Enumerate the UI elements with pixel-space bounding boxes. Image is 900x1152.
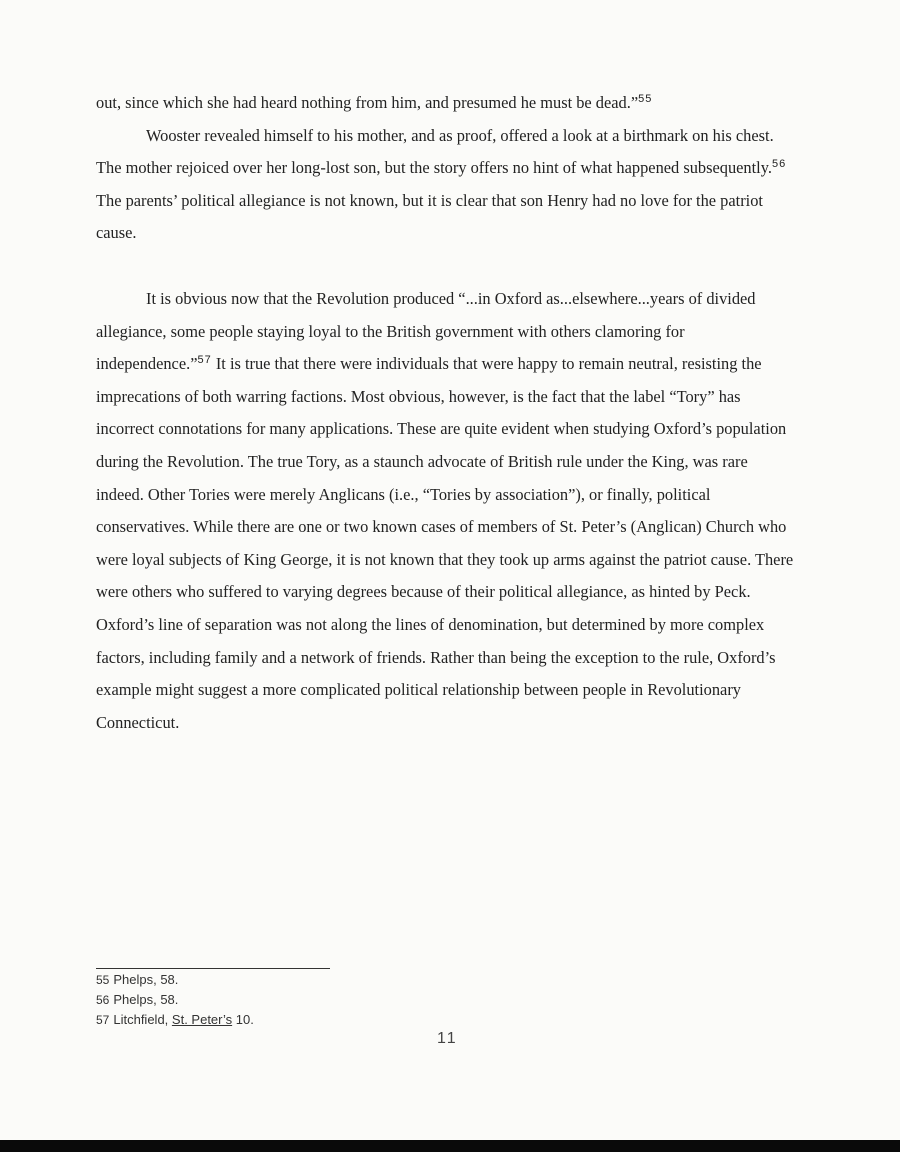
text-block-top [96, 87, 796, 250]
footnotes [96, 970, 254, 1030]
footnote-number: 56 [96, 993, 110, 1007]
paragraph-text: out, since which she had heard nothing from him, and presumed he must be dead.” [96, 93, 639, 112]
scan-edge-band [0, 1140, 900, 1152]
footnote-56 [96, 990, 254, 1010]
paragraph-text: It is true that there were individuals that were happy to remain neutral, resisting the imprecations of both warring factions. Most obvious, however, is the fact that the label “Tory” has incorrect connotations for many applications. These are quite evident when studying Oxford’s population during the Revolution. The true Tory, as a staunch advocate of British rule under the King, was rare indeed. Other Tories were merely Anglicans (i.e., “Tories by association”), or finally, political conservatives. While there are one or two known cases of members of St. Peter’s (Anglican) Church who were loyal subjects of King George, it is not known that they took up arms against the patriot cause. There were others who suffered to varying degrees because of their political allegiance, as hinted by Peck. Oxford’s line of separation was not along the lines of denomination, but determined by more complex factors, including family and a network of friends. Rather than being the exception to the rule, Oxford’s example might suggest a more complicated political relationship between people in Revolutionary Connecticut. [96, 354, 794, 732]
paragraph-text: Wooster revealed himself to his mother, and as proof, offered a look at a birthmark on his chest. The mother rejoiced over her long-lost son, but the story offers no hint of what happened subsequently. [96, 125, 774, 178]
footnote-text: 10. [232, 1012, 254, 1027]
footnote-text: Phelps, 58. [113, 972, 179, 987]
text-block-conclusion [96, 283, 796, 739]
footnote-number: 55 [96, 973, 110, 987]
footnote-ref-57: 57 [197, 354, 212, 367]
footnote-text: Litchfield, [113, 1012, 172, 1027]
paragraph-conclusion [96, 283, 796, 739]
paragraph-text: It is obvious now that the Revolution produced “...in Oxford as...elsewhere...years of divided allegiance, some people staying loyal to the British government with others clamoring for independence.” [96, 289, 756, 374]
footnote-ref-55: 55 [638, 93, 653, 105]
page-number: 11 [437, 1030, 458, 1047]
footnote-ref-56: 56 [771, 158, 787, 171]
paragraph-continuation [96, 87, 796, 120]
paragraph-text: The parents’ political allegiance is not known, but it is clear that son Henry had no love for the patriot cause. [96, 190, 763, 243]
footnote-separator [96, 968, 330, 969]
footnote-text: Phelps, 58. [113, 992, 179, 1007]
footnote-57 [96, 1010, 254, 1030]
paragraph-wooster [96, 120, 796, 250]
footnote-55 [96, 970, 254, 990]
footnote-source-title: St. Peter’s [171, 1012, 233, 1027]
footnote-number: 57 [96, 1013, 110, 1027]
